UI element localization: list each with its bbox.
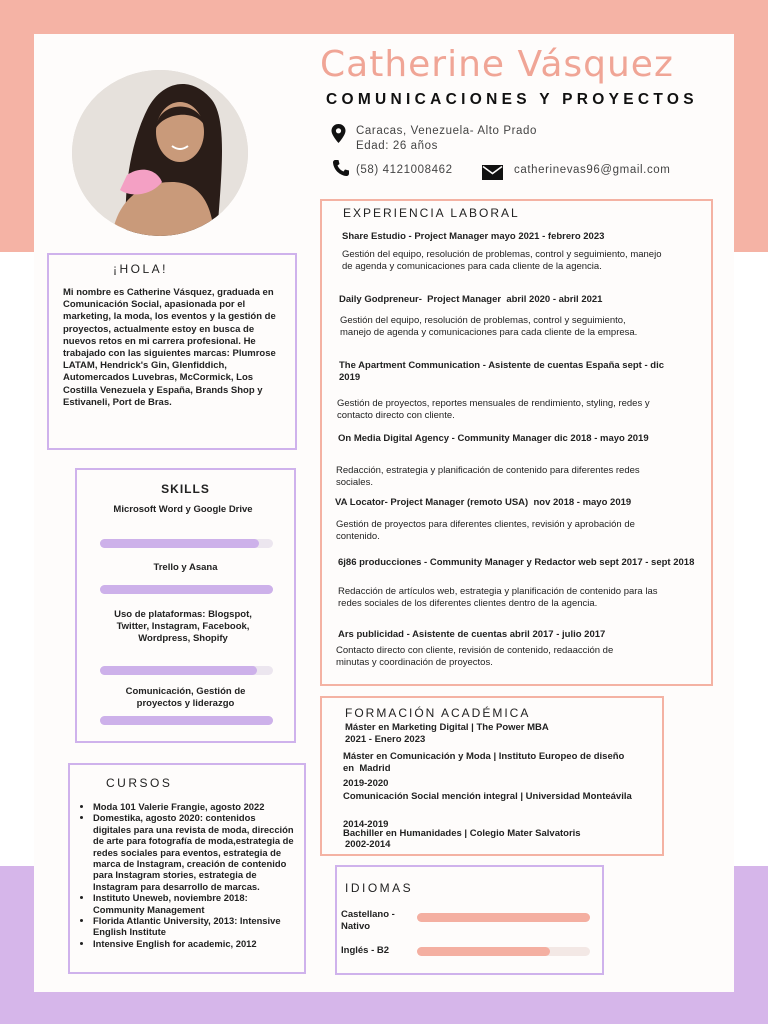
skill-label: Uso de plataformas: Blogspot, Twitter, Instagram, Facebook, Wordpress, Shopify <box>114 609 252 645</box>
job-description: Gestión de proyectos, reportes mensuales de rendimiento, styling, redes y contacto directo con cliente. <box>337 398 650 422</box>
job-description: Redacción, estrategia y planificación de contenido para diferentes redes sociales. <box>336 465 640 489</box>
course-item: • Instituto Uneweb, noviembre 2018: Community Management <box>93 892 296 915</box>
education-name: Bachiller en Humanidades | Colegio Mater Salvatoris <box>343 828 581 839</box>
skill-bar <box>100 539 273 548</box>
course-item: • Intensive English for academic, 2012 <box>93 938 296 949</box>
language-bar <box>417 947 590 956</box>
skill-bar-fill <box>100 539 259 548</box>
skill-bar-fill <box>100 666 257 675</box>
candidate-name: Catherine Vásquez <box>320 44 674 85</box>
job-heading: Share Estudio - Project Manager mayo 2021 - febrero 2023 <box>342 231 605 242</box>
job-heading: 6j86 producciones - Community Manager y Redactor web sept 2017 - sept 2018 <box>338 557 695 568</box>
course-item: • Florida Atlantic University, 2013: Intensive English Institute <box>93 915 296 938</box>
job-description: Gestión del equipo, resolución de problemas, control y seguimiento, manejo de agenda y comunicaciones para cada cliente de la agencia. <box>342 249 662 273</box>
languages-title: IDIOMAS <box>345 881 414 895</box>
language-bar <box>417 913 590 922</box>
courses-list <box>81 801 296 949</box>
skill-label: Microsoft Word y Google Drive <box>113 504 253 515</box>
education-date: 2002-2014 <box>345 839 391 850</box>
job-heading: VA Locator- Project Manager (remoto USA) nov 2018 - mayo 2019 <box>335 497 632 508</box>
language-bar-fill <box>417 947 550 956</box>
phone-icon <box>332 159 350 177</box>
education-date: 2021 - Enero 2023 <box>345 734 426 745</box>
job-heading: Ars publicidad - Asistente de cuentas abril 2017 - julio 2017 <box>338 629 606 640</box>
education-date: 2014-2019 <box>343 819 389 830</box>
language-label: Inglés - B2 <box>341 945 390 956</box>
email-icon <box>482 165 503 180</box>
experience-title: EXPERIENCIA LABORAL <box>343 206 520 220</box>
job-description: Redacción de artículos web, estrategia y planificación de contenido para las redes sociales de los diferentes clientes dentro de la agencia. <box>338 586 658 610</box>
profile-photo-illustration <box>72 70 248 236</box>
education-date: 2019-2020 <box>343 778 389 789</box>
skill-bar <box>100 585 273 594</box>
skill-label: Trello y Asana <box>153 562 218 573</box>
skill-bar <box>100 716 273 725</box>
about-text: Mi nombre es Catherine Vásquez, graduada en Comunicación Social, apasionada por el marketing, la moda, los eventos y la gestión de proyectos, actualmente estoy en busca de nuevos retos en mi carrera profesional. He trabajado con las siguientes marcas: Plumrose LATAM, Hendrick's Gin, Glenfiddich, Automercados Luvebras, McCormick, Los Costilla Venezuela y España, Brands Shop y Estivaneli, Port de Bras. <box>63 287 276 408</box>
skills-title: SKILLS <box>161 482 210 496</box>
skill-label: Comunicación, Gestión de proyectos y liderazgo <box>125 686 246 710</box>
education-title: FORMACIÓN ACADÉMICA <box>345 706 531 720</box>
education-name: Comunicación Social mención integral | Universidad Monteávila <box>343 791 632 802</box>
job-heading: The Apartment Communication - Asistente de cuentas España sept - dic 2019 <box>339 360 664 384</box>
education-name: Máster en Comunicación y Moda | Instituto Europeo de diseño en Madrid <box>343 751 627 775</box>
language-bar-fill <box>417 913 590 922</box>
course-item: • Domestika, agosto 2020: contenidos digitales para una revista de moda, dirección de arte para fotografía de moda,estrategia de redes sociales para eventos, estrategia de marca de Instagram, creación de contenido para Instagram stories, estrategia de Instagram para desarrollo de marcas. <box>93 812 296 892</box>
courses-title: CURSOS <box>106 776 173 790</box>
age-text: Edad: 26 años <box>356 140 438 152</box>
language-label: Castellano - Nativo <box>341 909 395 933</box>
location-pin-icon <box>331 124 346 143</box>
email-text: catherinevas96@gmail.com <box>514 164 671 176</box>
education-name: Máster en Marketing Digital | The Power MBA <box>345 722 549 733</box>
job-description: Gestión de proyectos para diferentes clientes, revisión y aprobación de contenido. <box>336 519 635 543</box>
skill-bar <box>100 666 273 675</box>
job-heading: Daily Godpreneur- Project Manager abril 2020 - abril 2021 <box>339 294 603 305</box>
job-description: Gestión del equipo, resolución de problemas, control y seguimiento, manejo de agenda y comunicaciones para cada cliente de la empresa. <box>340 315 638 339</box>
skill-bar-fill <box>100 585 273 594</box>
profile-photo <box>72 70 248 236</box>
course-item: • Moda 101 Valerie Frangie, agosto 2022 <box>93 801 296 812</box>
job-heading: On Media Digital Agency - Community Manager dic 2018 - mayo 2019 <box>338 433 649 444</box>
skill-bar-fill <box>100 716 273 725</box>
location-text: Caracas, Venezuela- Alto Prado <box>356 125 538 137</box>
job-description: Contacto directo con cliente, revisión de contenido, redaacción de minutas y coordinación de proyectos. <box>336 645 614 669</box>
phone-text: (58) 4121008462 <box>356 164 453 176</box>
candidate-role: COMUNICACIONES Y PROYECTOS <box>326 91 698 108</box>
about-title: ¡HOLA! <box>113 262 169 276</box>
